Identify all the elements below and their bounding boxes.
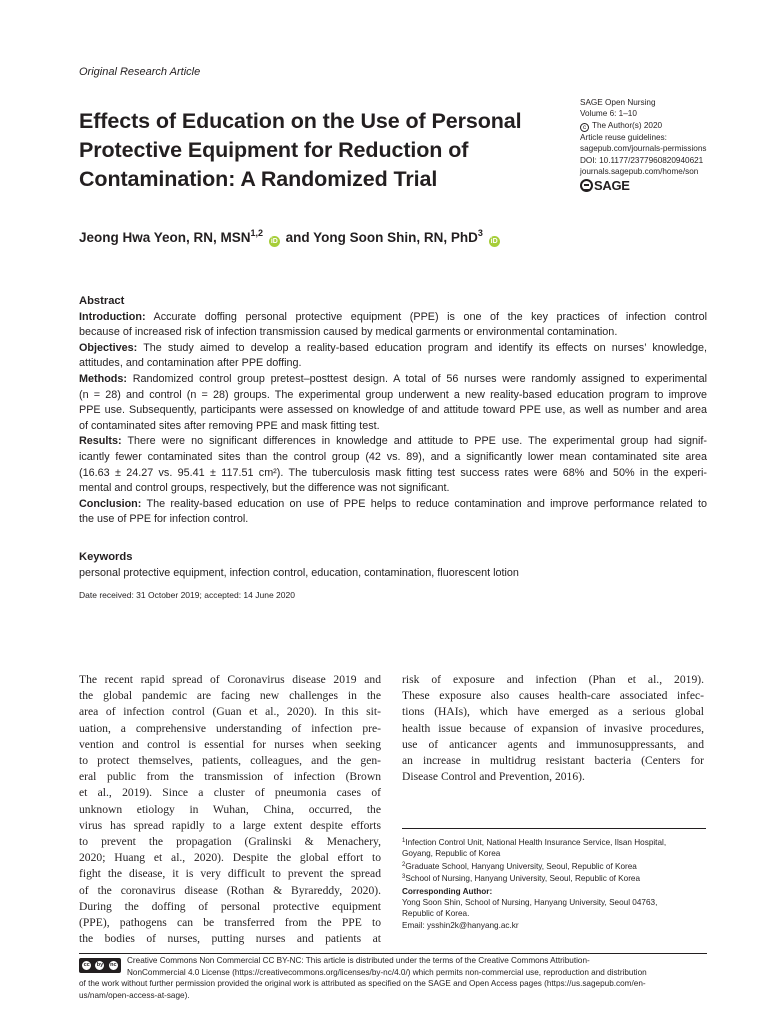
body-text-line: the global pandemic are facing new challenges in the xyxy=(79,689,381,703)
reuse-label: Article reuse guidelines: xyxy=(580,132,667,142)
date-received: Date received: 31 October 2019; accepted: 14 June 2020 xyxy=(79,590,295,600)
body-text-line: These exposure also causes health-care associated infec- xyxy=(402,689,704,703)
keywords-heading: Keywords xyxy=(79,551,133,563)
article-title xyxy=(79,107,549,194)
author-list xyxy=(79,228,502,247)
corresponding-author-line: Republic of Korea. xyxy=(402,909,470,919)
orcid-icon[interactable]: iD xyxy=(490,238,498,245)
author-affiliation-ref: 3 xyxy=(477,228,483,238)
abstract-line: (16.63 ± 24.27 vs. 95.41 ± 117.51 cm²). The tuberculosis mask fitting test success rates were 68% and 50% in the experi- xyxy=(79,466,707,479)
body-text-line: virus has spread rapidly to a large extent despite efforts xyxy=(79,818,381,832)
body-text-line: eral public from the transmission of infection (Brown xyxy=(79,770,381,784)
keywords xyxy=(79,549,519,581)
body-text-line: uation, a comprehensive understanding of infection pre- xyxy=(79,721,381,735)
abstract-heading: Abstract xyxy=(79,295,125,307)
affiliations xyxy=(402,836,712,931)
author-name: Jeong Hwa Yeon, RN, MSN xyxy=(79,230,251,245)
reuse-link[interactable]: sagepub.com/journals-permissions xyxy=(580,144,707,154)
body-text-line: During the doffing of personal protective equipment xyxy=(79,899,381,913)
title-line: Protective Equipment for Reduction of xyxy=(79,138,469,162)
body-column-left xyxy=(79,672,381,947)
license-line: Creative Commons Non Commercial CC BY-NC: This article is distributed under the terms of the Creative Commons Attribution- xyxy=(127,956,590,965)
abstract-line: attitudes, and contamination after PPE doffing. xyxy=(79,357,302,370)
affiliation-number: 3 xyxy=(402,874,406,881)
abstract-results xyxy=(79,434,707,496)
license-line: NonCommercial 4.0 License (https://creativecommons.org/licenses/by-nc/4.0/) which permits non-commercial use, reproduction and distribution xyxy=(127,967,647,977)
affiliation-text: School of Nursing, Hanyang University, Seoul, Republic of Korea xyxy=(405,874,641,884)
journal-url[interactable]: journals.sagepub.com/home/son xyxy=(580,167,699,177)
conclusion-label: Conclusion: xyxy=(79,497,142,510)
affiliation-text: Infection Control Unit, National Health Insurance Service, Ilsan Hospital, xyxy=(405,838,667,847)
body-text-line: the bodies of nurses, putting nurses and patients at xyxy=(79,932,381,946)
orcid-icon[interactable]: iD xyxy=(270,238,278,245)
journal-info xyxy=(580,97,707,192)
body-text-line: Disease Control and Prevention, 2016). xyxy=(402,770,585,784)
abstract-line: of contaminated sites after removing PPE and mask fitting test. xyxy=(79,419,380,432)
by-icon: by xyxy=(94,960,105,971)
license-text xyxy=(79,955,707,1001)
copyright-line xyxy=(580,120,707,132)
body-column-right xyxy=(402,672,704,785)
objectives-label: Objectives: xyxy=(79,341,138,354)
journal-volume: Volume 6: 1–10 xyxy=(580,109,637,119)
corresponding-author-email[interactable]: Email: ysshin2k@hanyang.ac.kr xyxy=(402,920,519,930)
abstract-line xyxy=(79,497,707,513)
body-text-line: an increase in multidrug resistant bacteria (Centers for xyxy=(402,754,704,768)
abstract-objectives xyxy=(79,341,707,372)
author-name: Yong Soon Shin, RN, PhD xyxy=(313,230,478,245)
title-line: Contamination: A Randomized Trial xyxy=(79,167,438,191)
body-text-line: area of infection control (Guan et al., 2020). In this sit- xyxy=(79,705,381,719)
introduction-label: Introduction: xyxy=(79,310,146,323)
body-text-line: et al., 2019). Since a cluster of pneumonia cases of xyxy=(79,786,381,800)
license-line: us/nam/open-access-at-sage). xyxy=(79,990,190,1000)
affiliation-1-cont: Goyang, Republic of Korea xyxy=(402,849,501,859)
abstract-line: PPE use. Subsequently, participants were assessed on knowledge of and attitude toward PPE use, as well as number and area xyxy=(79,404,707,417)
abstract-text: There were no significant differences in knowledge and attitude to PPE use. The experimental group had signif- xyxy=(127,435,707,448)
copyright-icon: c xyxy=(580,123,589,132)
body-text-line: health issue because of expansion of invasive procedures, xyxy=(402,721,704,735)
body-text-line: use of anticancer agents and immunosuppressants, and xyxy=(402,737,704,751)
body-text-line: tions (HAIs), which have emerged as a serious global xyxy=(402,705,704,719)
abstract-text: Accurate doffing personal protective equipment (PPE) is one of the key practices of infection control xyxy=(153,310,707,323)
license-divider xyxy=(79,953,707,954)
affiliation-3 xyxy=(402,872,712,884)
affiliation-number: 2 xyxy=(402,861,406,868)
journal-name: SAGE Open Nursing xyxy=(580,98,656,107)
affiliations-divider xyxy=(402,828,706,829)
results-label: Results: xyxy=(79,435,122,448)
body-text-line: of the coronavirus disease (Rothan & Byrareddy, 2020). xyxy=(79,883,381,897)
abstract xyxy=(79,294,707,528)
title-line: Effects of Education on the Use of Personal xyxy=(79,109,522,133)
body-text-line: vention and control is essential for nurses when seeking xyxy=(79,737,381,751)
corresponding-author-label: Corresponding Author: xyxy=(402,886,493,896)
author-joiner: and xyxy=(285,230,310,245)
methods-label: Methods: xyxy=(79,372,127,385)
body-text-line: 2020; Huang et al., 2020). Despite the global effort to xyxy=(79,851,381,865)
body-text-line: fight the disease, it is very difficult to prevent the spread xyxy=(79,867,381,881)
abstract-line xyxy=(79,310,707,326)
abstract-line: because of increased risk of infection transmission caused by medical garments or environmental contamination. xyxy=(79,326,618,339)
sage-logo-text: SAGE xyxy=(594,178,630,194)
cc-icon: cc xyxy=(81,960,92,971)
abstract-line xyxy=(79,434,707,450)
article-type: Original Research Article xyxy=(79,66,201,78)
nc-icon: nc xyxy=(108,960,119,971)
body-text-line: unknown etiology in Wuhan, China, occurred, the xyxy=(79,802,381,816)
abstract-line: (n = 28) and control (n = 28) groups. The experimental group underwent a new reality-based education program to improve xyxy=(79,388,707,401)
abstract-introduction xyxy=(79,310,707,341)
affiliation-1 xyxy=(402,836,712,848)
body-text-line: (PPE), pathogens can be transferred from the PPE to xyxy=(79,916,381,930)
body-text-line: risk of exposure and infection (Phan et al., 2019). xyxy=(402,673,704,686)
abstract-line: icantly fewer contaminated sites than the control group (42 vs. 89), and a significantly lower mean contaminated site area xyxy=(79,450,707,463)
body-text-line: The recent rapid spread of Coronavirus disease 2019 and xyxy=(79,673,381,686)
abstract-conclusion xyxy=(79,497,707,528)
sage-logo xyxy=(580,179,707,192)
sage-logo-icon xyxy=(580,179,593,192)
body-text-line: to protect themselves, patients, colleagues, and the gen- xyxy=(79,754,381,768)
author-affiliation-ref: 1,2 xyxy=(250,228,264,238)
copyright-text: The Author(s) 2020 xyxy=(592,120,663,130)
keywords-text: personal protective equipment, infection control, education, contamination, fluorescent lotion xyxy=(79,567,519,579)
abstract-text: The study aimed to develop a reality-based education program and identify its effects on nurses’ knowledge, xyxy=(143,341,707,354)
affiliation-number: 1 xyxy=(402,838,406,844)
affiliation-text: Graduate School, Hanyang University, Seoul, Republic of Korea xyxy=(405,861,637,871)
abstract-line xyxy=(79,372,707,388)
abstract-text: Randomized control group pretest–posttest design. A total of 56 nurses were randomly assigned to experimental xyxy=(132,372,707,385)
license-line: of the work without further permission provided the original work is attributed as specified on the SAGE and Open Access pages (https://us.sagepub.com/en- xyxy=(79,979,646,989)
abstract-line: mental and control groups, respectively, but the difference was not significant. xyxy=(79,482,450,495)
affiliation-2 xyxy=(402,860,712,872)
abstract-text: The reality-based education on use of PPE helps to reduce contamination and improve performance related to xyxy=(146,497,708,510)
abstract-line: the use of PPE for infection control. xyxy=(79,513,249,526)
abstract-methods xyxy=(79,372,707,434)
corresponding-author-line: Yong Soon Shin, School of Nursing, Hanyang University, Seoul 04763, xyxy=(402,898,658,908)
doi[interactable]: DOI: 10.1177/2377960820940621 xyxy=(580,155,704,165)
body-text-line: to prevent the propagation (Gralinski & Menachery, xyxy=(79,835,381,849)
abstract-line xyxy=(79,341,707,357)
